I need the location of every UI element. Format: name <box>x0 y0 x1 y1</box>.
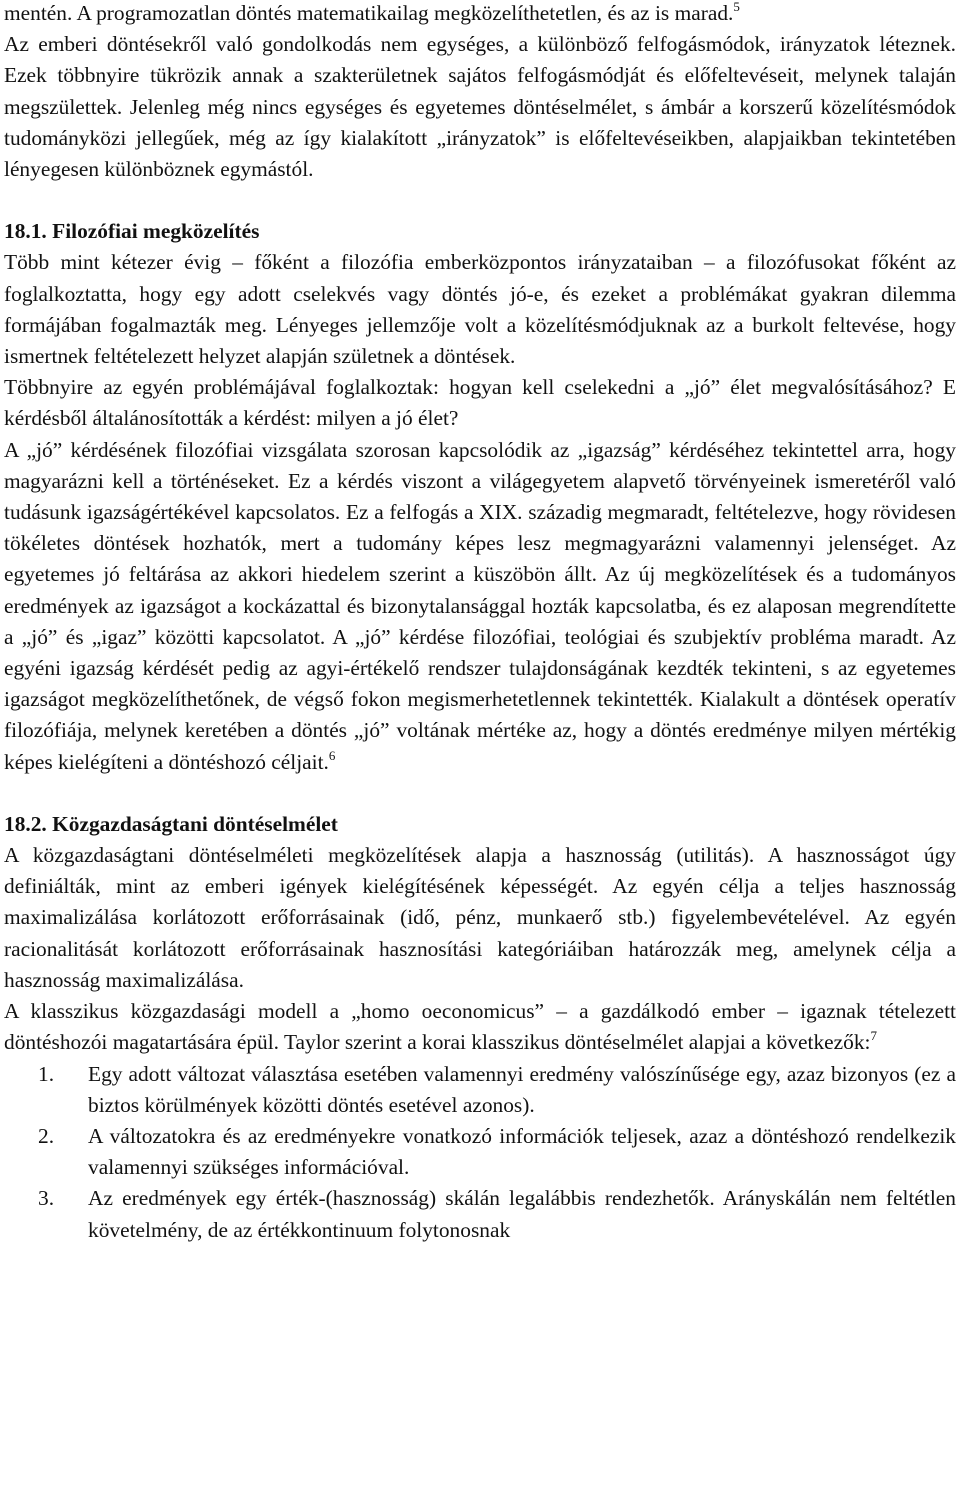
footnote-ref-6[interactable]: 6 <box>328 747 336 763</box>
list-item <box>4 1121 956 1183</box>
list-item-number: 1. <box>38 1061 55 1086</box>
philosophical-paragraph-2: Többnyire az egyén problémájával foglalkoztak: hogyan kell cselekedni a „jó” élet megvalósításához? E kérdésből általánosították a kérdést: milyen a jó élet? <box>4 375 956 431</box>
economic-paragraph-2-text: A klasszikus közgazdasági modell a „homo oeconomicus” – a gazdálkodó ember – igaznak tételezett döntéshozói magatartására épül. Taylor szerint a korai klasszikus döntéselmélet alapjai a következők: <box>4 999 956 1055</box>
philosophical-paragraph-3 <box>4 435 956 778</box>
list-item-text: Az eredmények egy érték-(hasznosság) skálán legalábbis rendezhetők. Arányskálán nem feltétlen követelmény, de az értékkontinuum folytonosnak <box>88 1186 956 1242</box>
list-item-number: 2. <box>38 1123 55 1148</box>
list-item-text: A változatokra és az eredményekre vonatkozó információk teljesek, azaz a döntéshozó rendelkezik valamennyi szükséges információval. <box>88 1123 956 1180</box>
intro-continuation-text: mentén. A programozatlan döntés matematikailag megközelíthetetlen, és az is marad. <box>4 1 734 25</box>
section-heading-philosophical: 18.1. Filozófiai megközelítés <box>4 219 260 244</box>
assumptions-list <box>4 1059 956 1246</box>
footnote-ref-5[interactable]: 5 <box>733 0 740 14</box>
paragraph-gap <box>4 778 956 809</box>
economic-paragraph-2 <box>4 996 956 1058</box>
list-item-number: 3. <box>38 1186 55 1211</box>
list-item-text: Egy adott változat választása esetében valamennyi eredmény valószínűsége egy, azaz bizonyos (ez a biztos körülmények közötti döntés esetével azonos). <box>88 1061 956 1117</box>
philosophical-paragraph-3-text: A „jó” kérdésének filozófiai vizsgálata szorosan kapcsolódik az „igazság” kérdéséhez tekintettel arra, hogy magyarázni kell a történéseket. Ez a kérdés viszont a világegyetem alapvető törvényeinek ismeretéről való tudásunk igazságértékével kapcsolatos. Ez a felfogás a XIX. századig megmaradt, feltételezve, hogy rövidesen tökéletes döntések hozhatók, mert a tudomány képes lesz megmagyarázni valamennyi jelenséget. Az egyetemes jó feltárása az akkori hiedelem szerint a küszöbön állt. Az új megközelítések és a tudományos eredmények az igazságot a kockázattal és bizonytalansággal hozták kapcsolatba, és ez alaposan megrendítette a „jó” és „igaz” közötti kapcsolatot. A „jó” kérdése filozófiai, teológiai és szubjektív probléma maradt. Az egyéni igazság kérdését pedig az agyi-értékelő rendszer tulajdonságának kezdték tekinteni, s az egyetemes igazságot megközelíthetőnek, de végső fokon megismerhetetlennek tekintették. Kialakult a döntések operatív filozófiája, melynek keretében a döntés „jó” voltának mértéke az, hogy a döntés eredménye milyen mértékig képes kielégíteni a döntéshozó céljait. <box>4 437 956 774</box>
list-item <box>4 1183 956 1245</box>
document-page <box>4 0 956 1246</box>
philosophical-paragraph-1: Több mint kétezer évig – főként a filozófia emberközpontos irányzataiban – a filozófusokat főként az foglalkoztatta, hogy egy adott cselekvés vagy döntés jó-e, és ezeket a problémákat gyakran dilemma formájában fogalmazták meg. Lényeges jellemzője volt a közelítésmódjuknak az a burkolt feltevése, hogy ismertnek feltételezett helyzet alapján születnek a döntések. <box>4 250 956 369</box>
intro-paragraph: Az emberi döntésekről való gondolkodás nem egységes, a különböző felfogásmódok, irányzatok léteznek. Ezek többnyire tükrözik annak a szakterületnek sajátos felfogásmódját és előfeltevéseit, melynek talaján megszülettek. Jelenleg még nincs egységes és egyetemes döntéselmélet, s ámbár a korszerű közelítésmódok tudományközi jellegűek, még az így kialakított „irányzatok” is előfeltevéseikben, alapjaikban tekintetében lényegesen különböznek egymástól. <box>4 32 956 182</box>
footnote-ref-7[interactable]: 7 <box>870 1028 877 1044</box>
list-item <box>4 1059 956 1121</box>
section-heading-economic: 18.2. Közgazdaságtani döntéselmélet <box>4 811 338 836</box>
intro-continuation-paragraph <box>4 0 956 29</box>
paragraph-gap <box>4 185 956 216</box>
economic-paragraph-1: A közgazdaságtani döntéselméleti megközelítések alapja a hasznosság (utilitás). A hasznosságot úgy definiálták, mint az emberi igények kielégítésének képességét. Az egyén célja a teljes hasznosság maximalizálása korlátozott erőforrásainak (idő, pénz, munkaerő stb.) figyelembevételével. Az egyén racionalitását korlátozott erőforrásainak hasznosítási kategóriáiban határozzák meg, amelynek célja a hasznosság maximalizálása. <box>4 843 956 992</box>
